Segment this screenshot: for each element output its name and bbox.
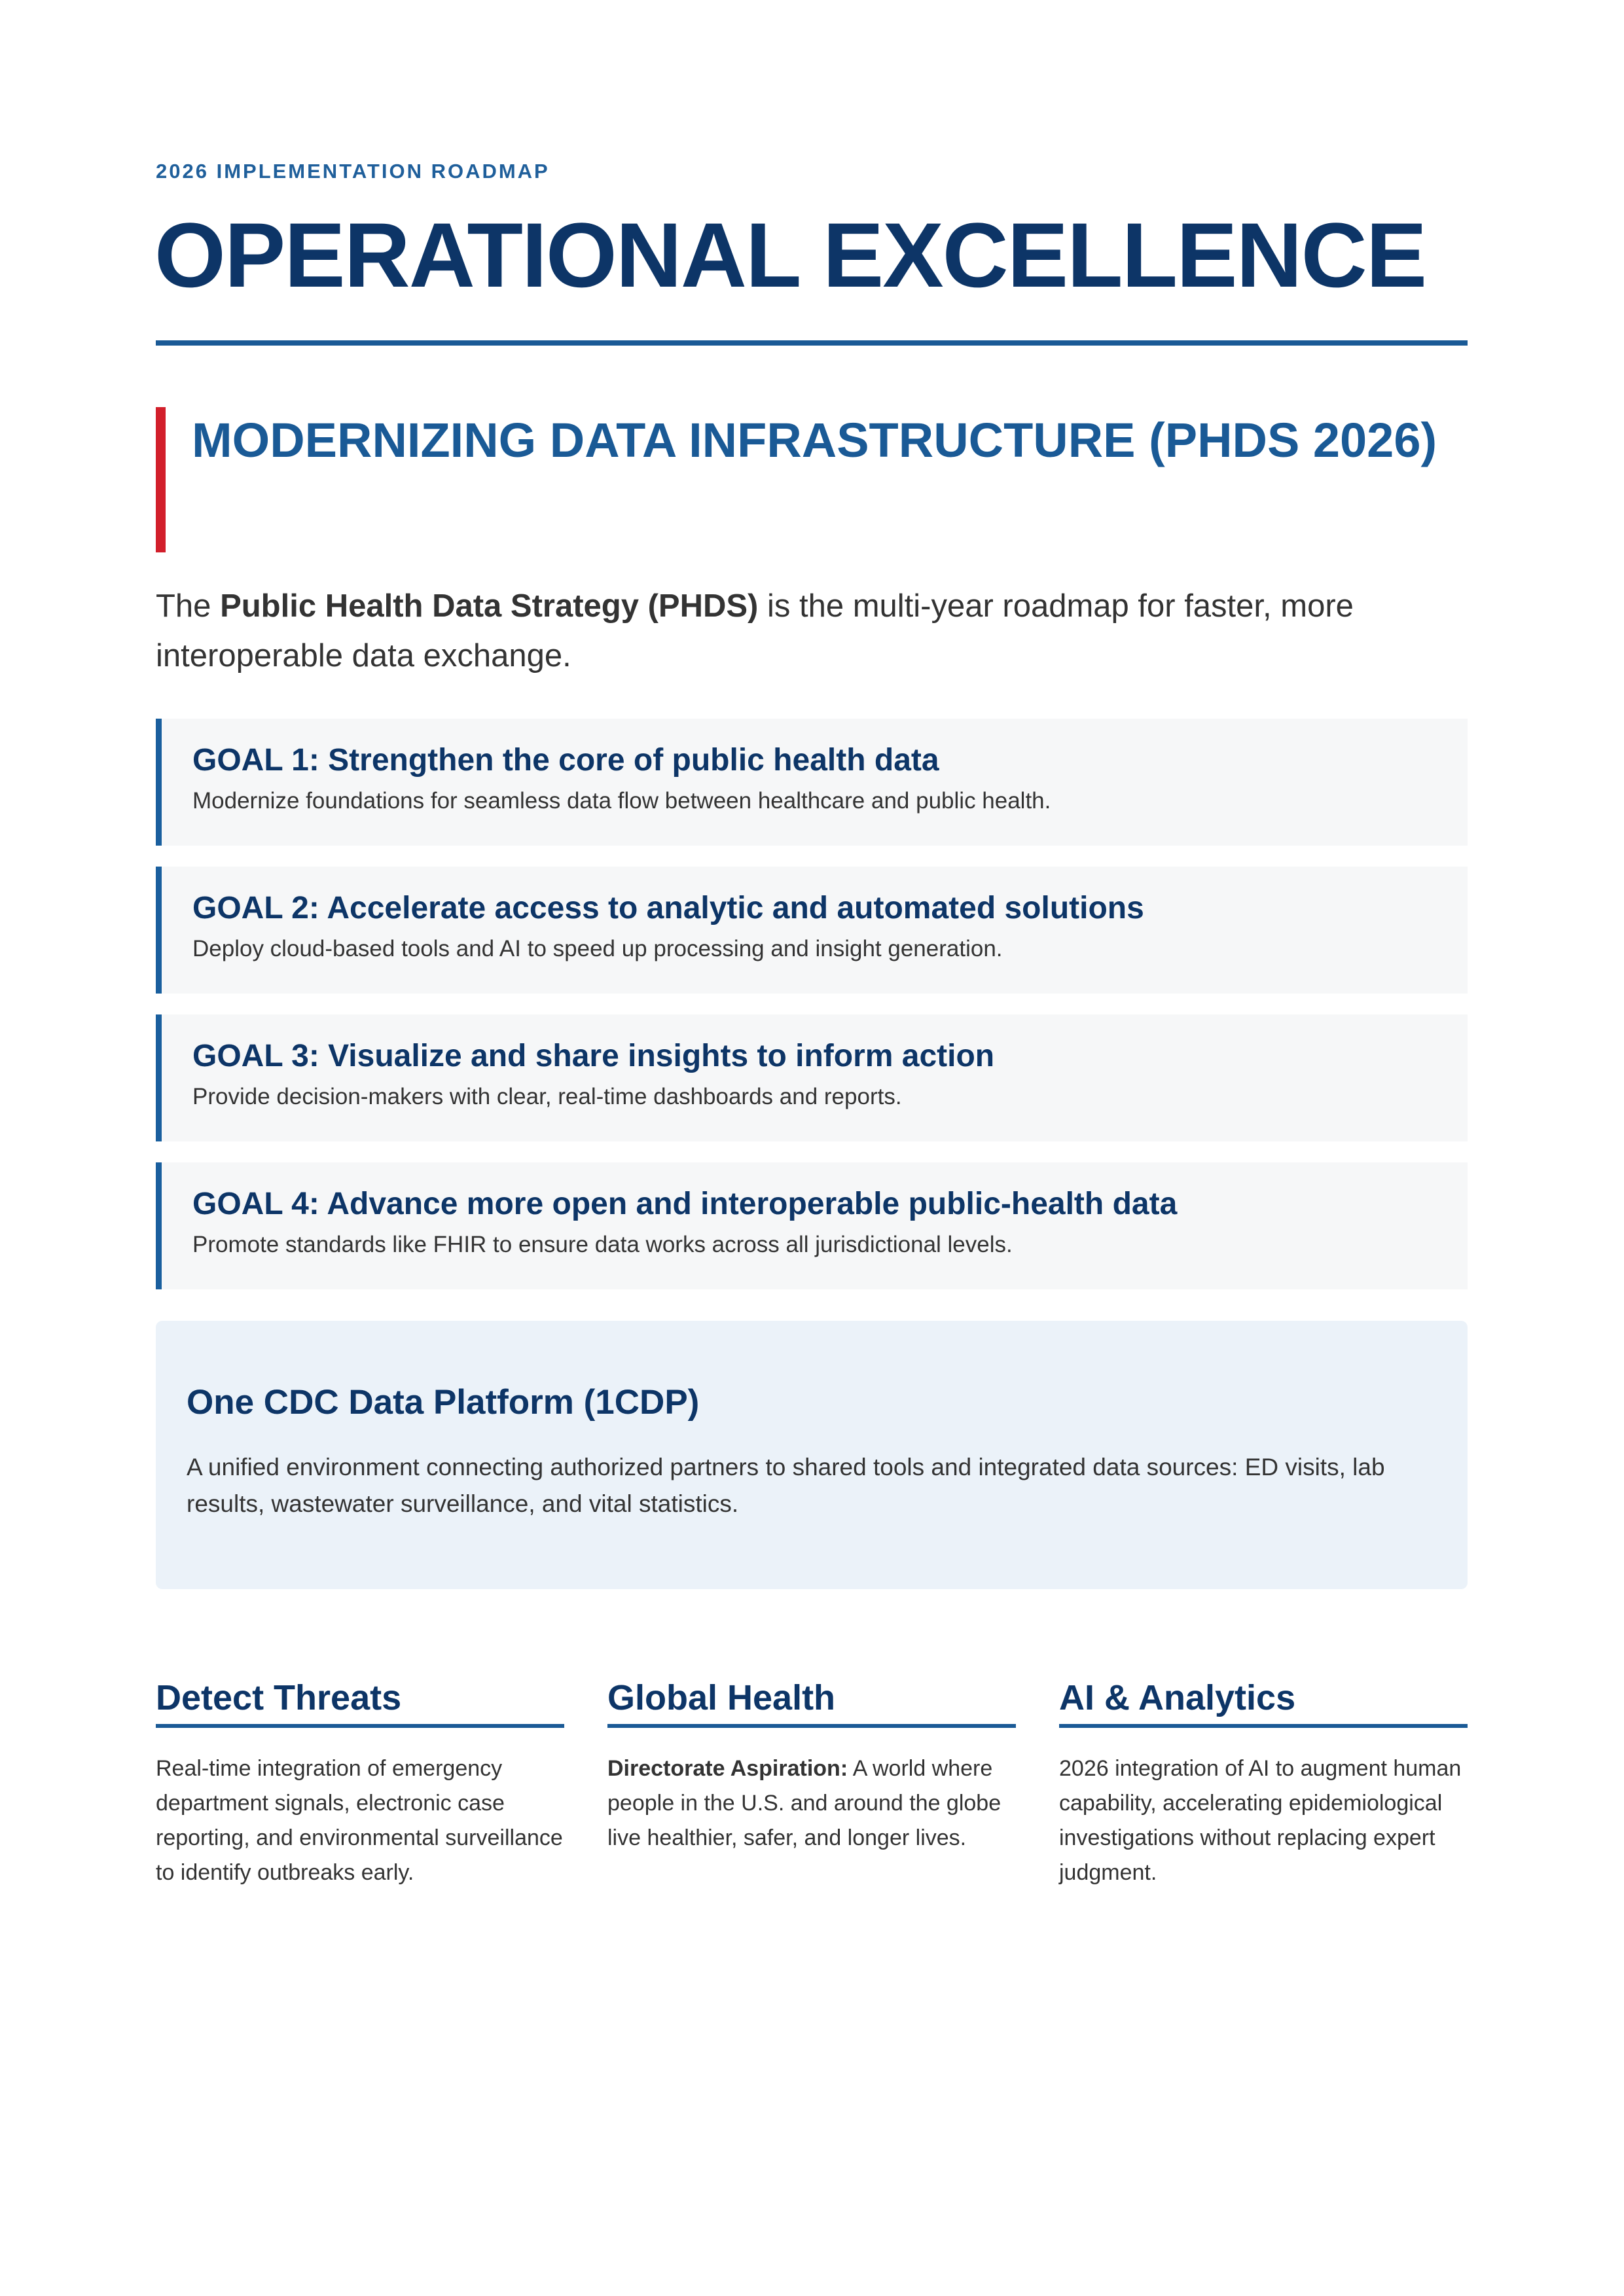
intro-bold-term: Public Health Data Strategy (PHDS) — [220, 588, 759, 624]
column-body: Real-time integration of emergency department signals, electronic case reporting, and environmental surveillance to identify outbreaks early. — [156, 1756, 563, 1885]
column-text — [156, 1751, 564, 1890]
column-detect-threats — [156, 1673, 564, 1890]
section-heading-block — [156, 407, 1468, 552]
title-divider — [156, 340, 1468, 346]
column-ai-analytics — [1059, 1673, 1468, 1890]
column-bold-lead: Directorate Aspiration: — [607, 1756, 848, 1781]
goal-title: GOAL 4: Advance more open and interoperable public-health data — [192, 1187, 1178, 1221]
goal-description: Provide decision-makers with clear, real-time dashboards and reports. — [192, 1084, 902, 1109]
goal-description: Modernize foundations for seamless data flow between healthcare and public health. — [192, 788, 1051, 814]
platform-callout — [156, 1321, 1468, 1589]
column-heading: AI & Analytics — [1059, 1673, 1468, 1728]
section-title: MODERNIZING DATA INFRASTRUCTURE (PHDS 2026) — [192, 413, 1437, 467]
platform-title: One CDC Data Platform (1CDP) — [187, 1383, 700, 1422]
column-body: A world where people in the U.S. and around the globe live healthier, safer, and longer lives. — [607, 1756, 1001, 1850]
column-heading: Detect Threats — [156, 1673, 564, 1728]
goal-card-1 — [156, 719, 1468, 846]
goal-title: GOAL 3: Visualize and share insights to inform action — [192, 1039, 995, 1073]
intro-paragraph — [156, 581, 1468, 681]
goal-title: GOAL 2: Accelerate access to analytic and automated solutions — [192, 891, 1144, 925]
column-global-health — [607, 1673, 1016, 1856]
goal-description: Promote standards like FHIR to ensure data works across all jurisdictional levels. — [192, 1232, 1013, 1257]
platform-description: A unified environment connecting authorized partners to shared tools and integrated data sources: ED visits, lab results, wastewater surveillance, and vital statistics. — [187, 1454, 1385, 1517]
goal-card-4 — [156, 1162, 1468, 1289]
intro-prefix: The — [156, 588, 221, 624]
goals-list — [156, 719, 1468, 1310]
column-heading: Global Health — [607, 1673, 1016, 1728]
column-text — [1059, 1751, 1468, 1890]
goal-card-3 — [156, 1014, 1468, 1141]
eyebrow-label: 2026 IMPLEMENTATION ROADMAP — [156, 160, 550, 183]
intro-suffix: is the multi-year roadmap for faster, more interoperable data exchange. — [156, 588, 1354, 673]
column-text — [607, 1751, 1016, 1856]
goal-card-2 — [156, 867, 1468, 994]
column-body: 2026 integration of AI to augment human capability, accelerating epidemiological investigations without replacing expert judgment. — [1059, 1756, 1462, 1885]
goal-title: GOAL 1: Strengthen the core of public health data — [192, 743, 939, 778]
goal-description: Deploy cloud-based tools and AI to speed up processing and insight generation. — [192, 936, 1003, 961]
page-title: OPERATIONAL EXCELLENCE — [154, 204, 1426, 306]
